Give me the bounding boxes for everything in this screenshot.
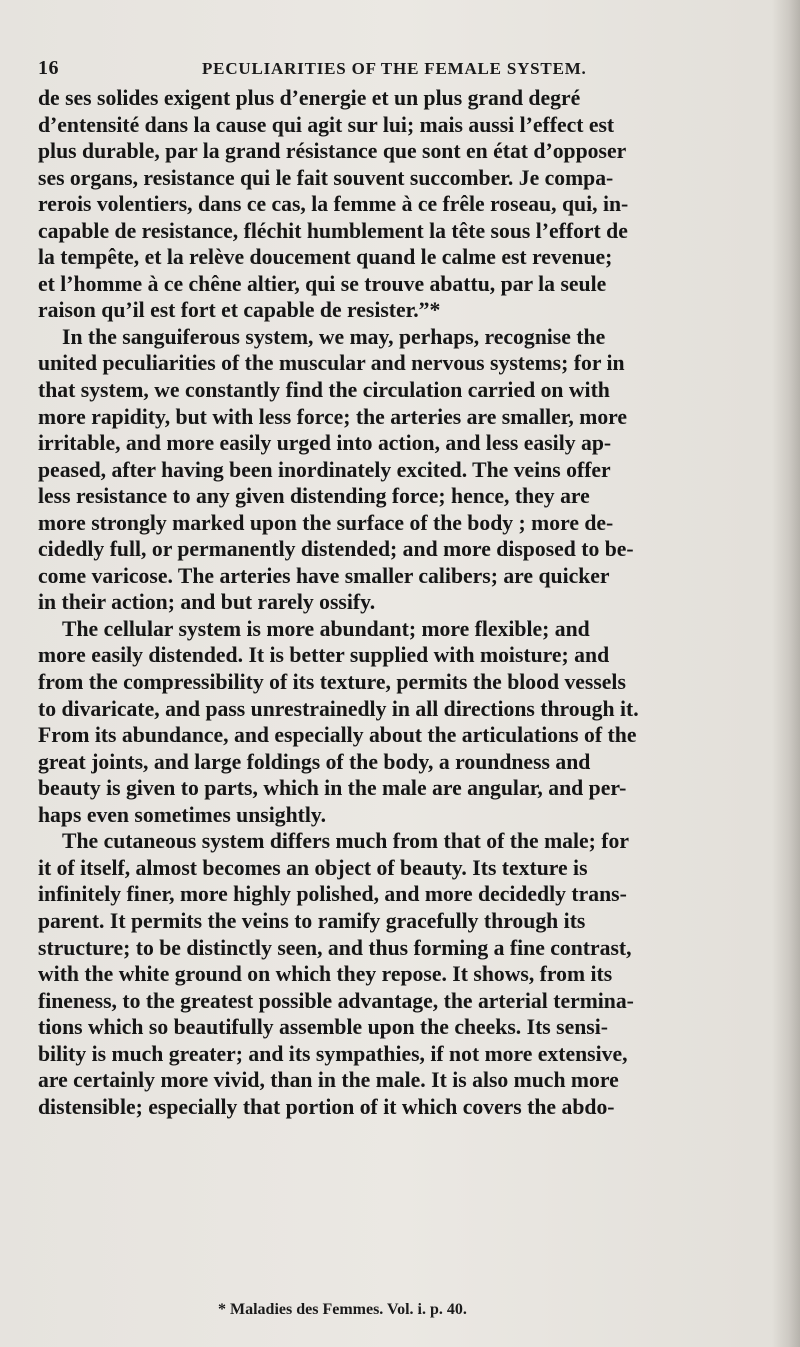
text-line: in their action; and but rarely ossify. — [38, 590, 376, 615]
text-line: rerois volentiers, dans ce cas, la femme à ce frêle roseau, qui, in- — [38, 192, 629, 217]
text-line: In the sanguiferous system, we may, perhaps, recognise the — [62, 324, 606, 349]
text-line: raison qu’il est fort et capable de resister.”* — [38, 298, 441, 323]
text-line: from the compressibility of its texture, permits the blood vessels — [38, 670, 626, 695]
text-line: The cutaneous system differs much from that of the male; for — [62, 829, 629, 854]
text-line: peased, after having been inordinately excited. The veins offer — [38, 457, 611, 482]
text-line: great joints, and large foldings of the body, a roundness and — [38, 749, 591, 774]
page-edge-shadow — [772, 0, 800, 1347]
text-line: infinitely finer, more highly polished, and more decidedly trans- — [38, 882, 627, 907]
running-head: PECULIARITIES OF THE FEMALE SYSTEM. — [202, 59, 587, 78]
body-text — [38, 85, 772, 1120]
text-line: more easily distended. It is better supplied with moisture; and — [38, 643, 610, 668]
text-line: ses organs, resistance qui le fait souvent succomber. Je compa- — [38, 165, 614, 190]
text-line: plus durable, par la grand résistance que sont en état d’opposer — [38, 139, 627, 164]
text-line: de ses solides exigent plus d’energie et un plus grand degré — [38, 86, 581, 110]
text-line: less resistance to any given distending force; hence, they are — [38, 484, 590, 509]
text-line: more strongly marked upon the surface of the body ; more de- — [38, 510, 614, 535]
text-line: come varicose. The arteries have smaller calibers; are quicker — [38, 563, 610, 588]
text-line: distensible; especially that portion of it which covers the abdo- — [38, 1094, 615, 1119]
text-line: fineness, to the greatest possible advantage, the arterial termina- — [38, 988, 634, 1013]
text-line: it of itself, almost becomes an object of beauty. Its texture is — [38, 855, 588, 880]
text-line: to divaricate, and pass unrestrainedly in all directions through it. — [38, 696, 639, 721]
page-number: 16 — [38, 57, 59, 79]
text-line: From its abundance, and especially about the articulations of the — [38, 723, 637, 748]
text-line: la tempête, et la relève doucement quand le calme est revenue; — [38, 245, 613, 270]
text-line: cidedly full, or permanently distended; and more disposed to be- — [38, 537, 634, 562]
text-line: beauty is given to parts, which in the male are angular, and per- — [38, 776, 627, 801]
footnote: * Maladies des Femmes. Vol. i. p. 40. — [218, 1301, 467, 1318]
text-line: The cellular system is more abundant; more flexible; and — [62, 616, 590, 641]
page-header — [38, 57, 758, 87]
text-line: more rapidity, but with less force; the arteries are smaller, more — [38, 404, 628, 429]
text-line: parent. It permits the veins to ramify gracefully through its — [38, 908, 586, 933]
text-line: tions which so beautifully assemble upon the cheeks. Its sensi- — [38, 1015, 608, 1040]
text-line: bility is much greater; and its sympathies, if not more extensive, — [38, 1041, 628, 1066]
text-line: are certainly more vivid, than in the male. It is also much more — [38, 1068, 619, 1093]
text-line: capable de resistance, fléchit humblement la tête sous l’effort de — [38, 218, 628, 243]
text-line: with the white ground on which they repose. It shows, from its — [38, 962, 613, 987]
text-line: that system, we constantly find the circulation carried on with — [38, 378, 610, 403]
text-line: haps even sometimes unsightly. — [38, 802, 326, 827]
text-line: et l’homme à ce chêne altier, qui se trouve abattu, par la seule — [38, 271, 607, 296]
text-line: irritable, and more easily urged into action, and less easily ap- — [38, 431, 612, 456]
text-line: d’entensité dans la cause qui agit sur lui; mais aussi l’effect est — [38, 112, 615, 137]
text-line: united peculiarities of the muscular and nervous systems; for in — [38, 351, 625, 376]
text-line: structure; to be distinctly seen, and thus forming a fine contrast, — [38, 935, 632, 960]
